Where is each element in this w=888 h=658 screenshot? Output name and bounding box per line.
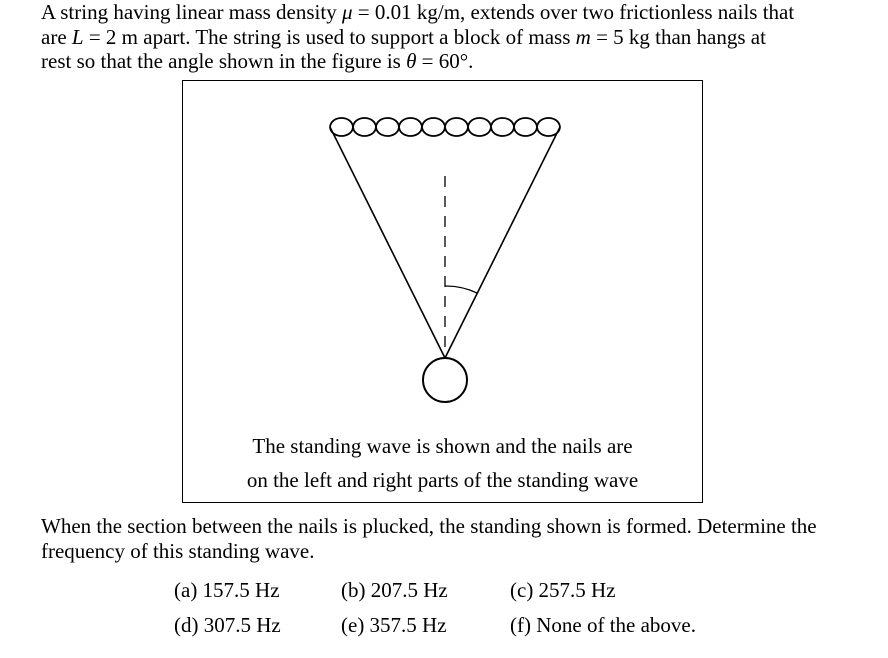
figure-caption-line2: on the left and right parts of the standing wave xyxy=(246,468,639,492)
mu-symbol: μ xyxy=(341,0,353,24)
theta-symbol: θ xyxy=(406,49,417,73)
choice-f[interactable]: (f) None of the above. xyxy=(510,613,697,637)
problem-line3-a: rest so that the angle shown in the figure is xyxy=(41,49,407,73)
wave-lower-envelope xyxy=(330,127,560,136)
figure-caption-line1: The standing wave is shown and the nails are xyxy=(252,434,633,458)
standing-wave xyxy=(330,118,560,136)
choice-b[interactable]: (b) 207.5 Hz xyxy=(341,578,448,602)
hanging-block xyxy=(423,358,467,402)
mass-symbol: m xyxy=(575,24,591,49)
question-text: When the section between the nails is plucked, the standing shown is formed. Determine the frequency of this standing wave. xyxy=(41,514,817,563)
problem-line2-a: are xyxy=(41,24,72,49)
choice-e[interactable]: (e) 357.5 Hz xyxy=(341,613,447,637)
right-string-segment xyxy=(445,127,560,358)
figure-box xyxy=(182,80,703,503)
choice-d[interactable]: (d) 307.5 Hz xyxy=(174,613,281,637)
problem-statement xyxy=(41,0,871,74)
angle-arc xyxy=(445,286,477,293)
length-symbol: L xyxy=(71,24,84,49)
wave-upper-envelope xyxy=(330,118,560,127)
problem-line3-b: = 60°. xyxy=(416,49,474,73)
problem-line2-b: = 2 m apart. The string is used to support a block of mass xyxy=(83,24,576,49)
problem-line2-c: = 5 kg than hangs at xyxy=(590,24,766,49)
problem-line1-a: A string having linear mass density xyxy=(41,0,342,24)
choice-a[interactable]: (a) 157.5 Hz xyxy=(174,578,280,602)
choice-c[interactable]: (c) 257.5 Hz xyxy=(510,578,616,602)
left-string-segment xyxy=(330,127,445,358)
problem-line1-b: = 0.01 kg/m, extends over two frictionless nails that xyxy=(352,0,795,24)
